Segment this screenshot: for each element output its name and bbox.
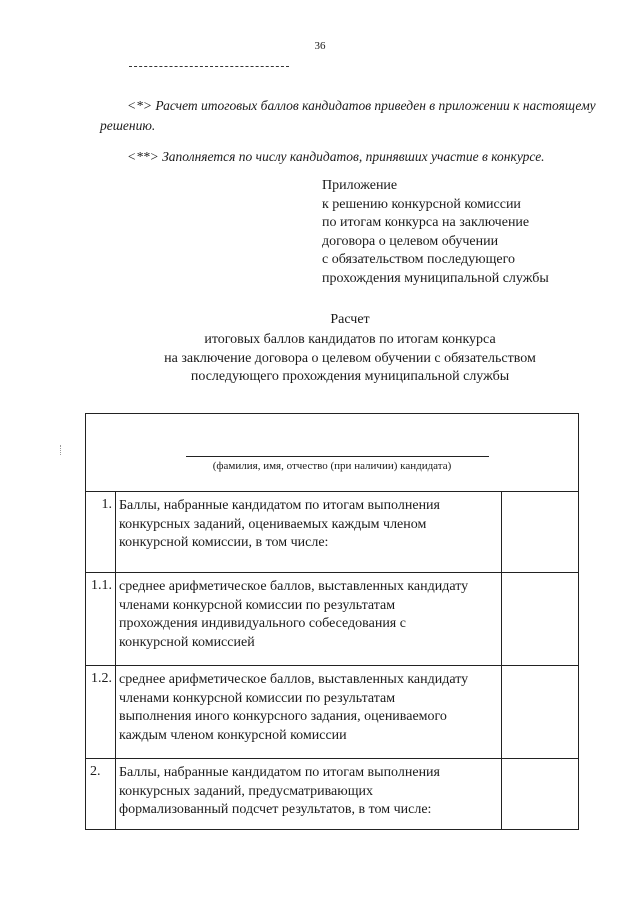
subtitle-line: итоговых баллов кандидатов по итогам конкурса (204, 332, 496, 347)
appendix-line: с обязательством последующего (322, 252, 515, 267)
row-score-cell (502, 573, 578, 665)
table-row (86, 492, 578, 573)
appendix-line: Приложение (322, 178, 398, 193)
row-text-line: каждым членом конкурсной комиссии (119, 727, 347, 743)
table-row (86, 666, 578, 759)
row-text-line: членами конкурсной комиссии по результатам (119, 690, 396, 706)
calculation-subtitle (0, 331, 640, 387)
appendix-line: к решению конкурсной комиссии (322, 196, 521, 212)
row-text-line: конкурсной комиссией (119, 634, 255, 650)
row-text (116, 492, 502, 572)
row-text-line: среднее арифметическое баллов, выставленных кандидату (119, 672, 469, 687)
candidate-name-caption: (фамилия, имя, отчество (при наличии) кандидата) (212, 460, 452, 472)
row-text-line: формализованный подсчет результатов, в том числе: (119, 802, 432, 817)
table-row (86, 573, 578, 666)
subtitle-line: последующего прохождения муниципальной службы (190, 369, 510, 384)
row-number: 2. (86, 759, 116, 829)
row-text-line: конкурсных заданий, оцениваемых каждым членом (119, 516, 427, 532)
row-text (116, 573, 502, 665)
row-text-line: выполнения иного конкурсного задания, оцениваемого (119, 709, 447, 724)
row-score-cell (502, 492, 578, 572)
row-text-line: конкурсной комиссии, в том числе: (119, 535, 329, 550)
row-text-line: среднее арифметическое баллов, выставленных кандидату (119, 579, 469, 594)
row-text-line: членами конкурсной комиссии по результатам (119, 597, 396, 613)
candidate-name-cell (86, 414, 578, 492)
score-table (85, 413, 579, 830)
row-text (116, 759, 502, 829)
page-number: 36 (314, 40, 326, 52)
row-number: 1.2. (86, 666, 116, 758)
row-number: 1. (86, 492, 116, 572)
table-row (86, 759, 578, 829)
candidate-name-line (186, 456, 489, 457)
footnote-separator (129, 66, 289, 67)
footnote-2: <**> Заполняется по числу кандидатов, принявших участие в конкурсе. (127, 149, 545, 164)
subtitle-line: на заключение договора о целевом обучении с обязательством (164, 350, 536, 366)
margin-mark (60, 445, 62, 455)
footnote-1: <*> Расчет итоговых баллов кандидатов приведен в приложении к настоящему решению. (100, 98, 596, 133)
row-score-cell (502, 666, 578, 758)
calculation-title: Расчет (330, 312, 370, 327)
appendix-line: по итогам конкурса на заключение (322, 215, 530, 230)
row-text-line: прохождения индивидуального собеседования с (119, 616, 406, 631)
appendix-line: прохождения муниципальной службы (322, 270, 549, 286)
appendix-header (322, 177, 622, 288)
row-text-line: Баллы, набранные кандидатом по итогам выполнения (119, 765, 440, 780)
row-text-line: конкурсных заданий, предусматривающих (119, 783, 373, 799)
row-text (116, 666, 502, 758)
appendix-line: договора о целевом обучении (322, 233, 499, 249)
row-number: 1.1. (86, 573, 116, 665)
row-score-cell (502, 759, 578, 829)
row-text-line: Баллы, набранные кандидатом по итогам выполнения (119, 498, 440, 513)
